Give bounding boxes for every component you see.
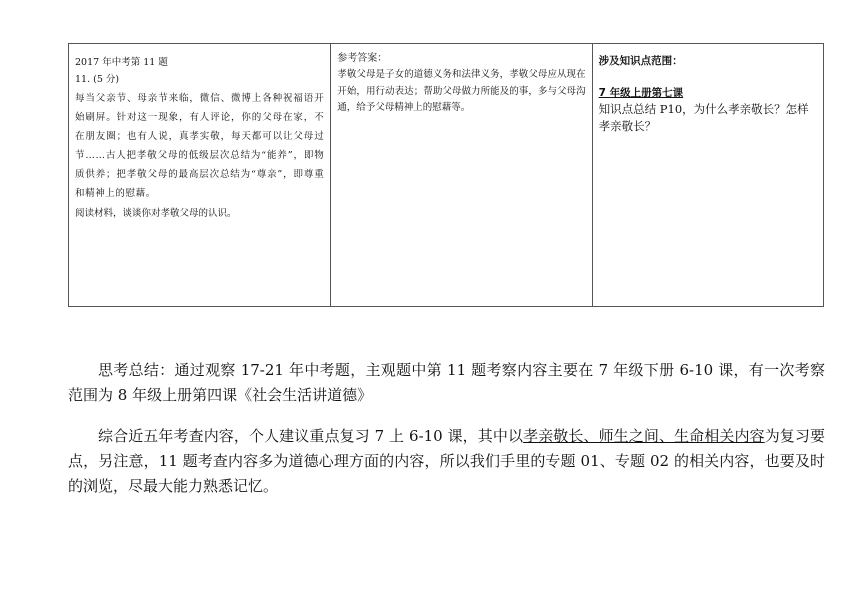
summary-paragraph-2 <box>68 424 825 499</box>
knowledge-title: 涉及知识点范围： <box>598 55 683 67</box>
question-cell <box>69 44 330 306</box>
knowledge-chapter: 7 年级上册第七课 <box>598 87 684 99</box>
summary-p2-after: 为复习要点，另注意，11 题考查内容多为道德心理方面的内容，所以我们手里的专题 01、专题 02 的相关内容，也要及时的浏览，尽最大能力熟悉记忆。 <box>68 427 825 495</box>
answer-title: 参考答案： <box>337 53 388 64</box>
question-score: 11. (5 分) <box>75 74 120 85</box>
question-prompt: 阅读材料，谈谈你对孝敬父母的认识。 <box>75 208 237 219</box>
question-title: 2017 年中考第 11 题 <box>75 57 168 68</box>
answer-cell <box>330 44 591 306</box>
exam-analysis-table <box>68 43 824 307</box>
knowledge-cell <box>592 44 823 306</box>
summary-p2-highlight: 孝亲敬长、师生之间、生命相关内容 <box>523 427 765 445</box>
summary-paragraph-1: 思考总结：通过观察 17-21 年中考题，主观题中第 11 题考察内容主要在 7 年级下册 6-10 课，有一次考察范围为 8 年级上册第四课《社会生活讲道德》 <box>68 361 825 404</box>
question-body: 每当父亲节、母亲节来临，微信、微博上各种祝福语开始刷屏。针对这一现象，有人评论，你的父母在家，不在朋友圈；也有人说，真孝实敬，每天都可以让父母过节……古人把孝敬父母的低级层次总结为“能养”，即物质供养；把孝敬父母的最高层次总结为“尊亲”，即尊重和精神上的慰藉。 <box>75 93 325 199</box>
summary-p2-before: 综合近五年考查内容，个人建议重点复习 7 上 6-10 课，其中以 <box>98 427 524 445</box>
knowledge-body: 知识点总结 P10，为什么孝亲敬长？怎样孝亲敬长？ <box>598 102 809 133</box>
answer-body: 孝敬父母是子女的道德义务和法律义务，孝敬父母应从现在开始，用行动表达；帮助父母做力所能及的事，多与父母沟通，给予父母精神上的慰藉等。 <box>337 69 586 113</box>
